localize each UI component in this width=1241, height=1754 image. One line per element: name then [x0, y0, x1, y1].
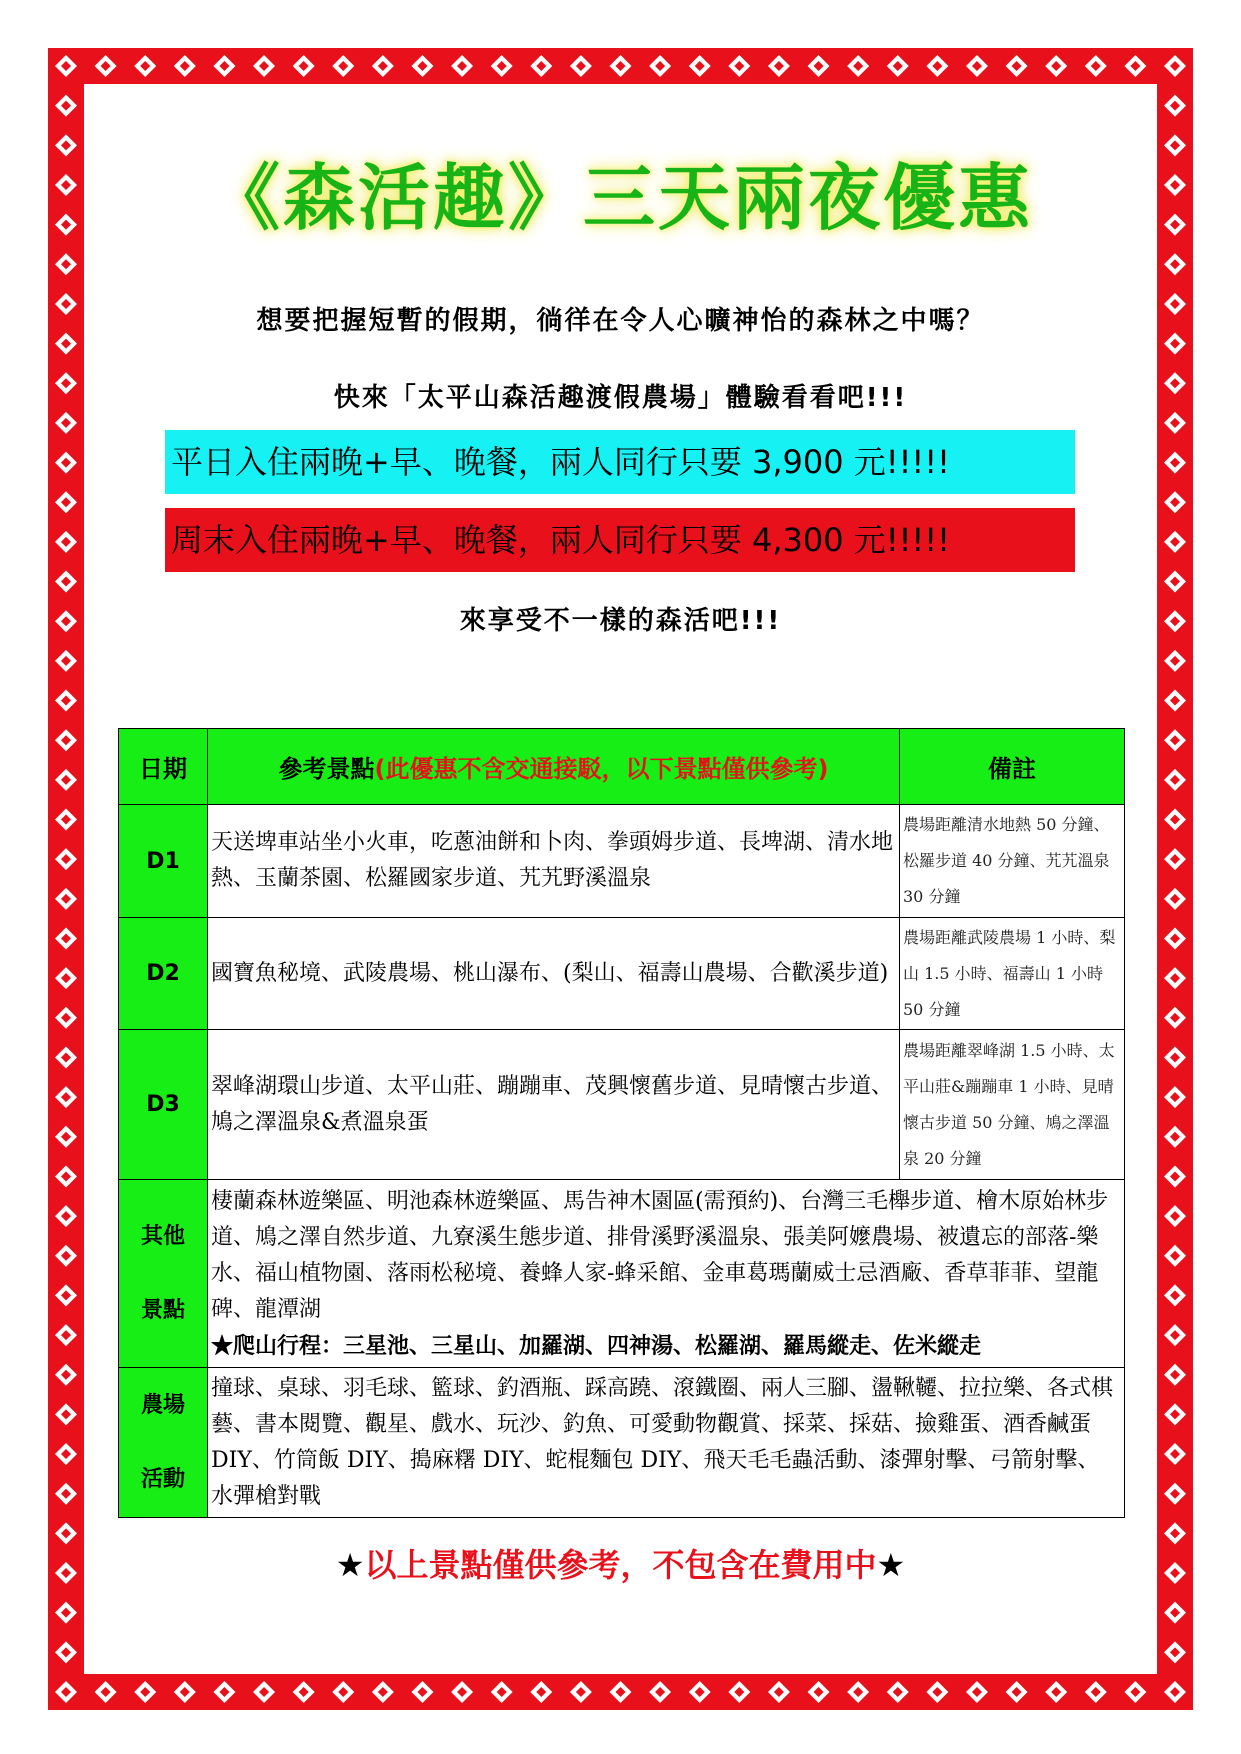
diamond-icon — [55, 1046, 77, 1068]
diamond-icon — [55, 809, 77, 831]
diamond-icon — [1045, 1681, 1067, 1703]
header-date: 日期 — [119, 729, 208, 805]
other-label-1: 其他 — [140, 1223, 185, 1249]
diamond-icon — [1164, 809, 1186, 831]
diamond-icon — [1164, 452, 1186, 474]
diamond-icon — [570, 1681, 592, 1703]
diamond-icon — [808, 1681, 830, 1703]
diamond-icon — [1164, 253, 1186, 275]
diamond-icon — [451, 55, 473, 77]
diamond-icon — [847, 55, 869, 77]
diamond-icon — [55, 848, 77, 870]
table-row — [119, 1368, 1125, 1518]
table-row — [119, 918, 1125, 1030]
diamond-icon — [55, 571, 77, 593]
diamond-icon — [55, 1126, 77, 1148]
diamond-icon — [55, 1165, 77, 1187]
diamond-icon — [1164, 1443, 1186, 1465]
other-spots-cell — [208, 1180, 1125, 1368]
diamond-icon — [610, 1681, 632, 1703]
diamond-icon — [689, 1681, 711, 1703]
footer-text: 以上景點僅供參考，不包含在費用中 — [364, 1546, 877, 1584]
diamond-icon — [55, 729, 77, 751]
diamond-icon — [1124, 55, 1146, 77]
diamond-icon — [1164, 1126, 1186, 1148]
diamond-icon — [451, 1681, 473, 1703]
diamond-icon — [1164, 1086, 1186, 1108]
diamond-icon — [1164, 1165, 1186, 1187]
diamond-icon — [1164, 650, 1186, 672]
diamond-icon — [55, 650, 77, 672]
diamond-icon — [55, 1086, 77, 1108]
diamond-icon — [1045, 55, 1067, 77]
diamond-icon — [253, 1681, 275, 1703]
hiking-text: ★爬山行程：三星池、三星山、加羅湖、四神湯、松羅湖、羅馬縱走、佐米縱走 — [211, 1332, 982, 1359]
diamond-icon — [926, 55, 948, 77]
diamond-icon — [55, 1284, 77, 1306]
diamond-icon — [1164, 690, 1186, 712]
diamond-icon — [1164, 1403, 1186, 1425]
diamond-icon — [1006, 55, 1028, 77]
day-label: D3 — [119, 1030, 208, 1180]
intro-line-2: 快來「太平山森活趣渡假農場」體驗看看吧!!! — [333, 383, 908, 413]
itinerary-table — [118, 728, 1125, 1518]
diamond-icon — [1164, 491, 1186, 513]
diamond-icon — [55, 690, 77, 712]
diamond-icon — [55, 1681, 77, 1703]
other-label-2: 景點 — [140, 1297, 185, 1323]
diamond-icon — [55, 1443, 77, 1465]
other-spots-text: 棲蘭森林遊樂區、明池森林遊樂區、馬告神木園區(需預約)、台灣三毛櫸步道、檜木原始林步道、鳩之澤自然步道、九寮溪生態步道、排骨溪野溪溫泉、張美阿嬤農場、被遺忘的部落-樂水、福山植物園、落雨松秘境、養蜂人家-蜂采館、金車葛瑪蘭威士忌酒廠、香草菲菲、望龍碑、龍潭湖 — [211, 1188, 1109, 1322]
diamond-icon — [332, 1681, 354, 1703]
diamond-icon — [1164, 967, 1186, 989]
diamond-icon — [1085, 55, 1107, 77]
header-spots-note: (此優惠不含交通接駁，以下景點僅供參考) — [374, 755, 829, 783]
diamond-icon — [55, 1364, 77, 1386]
diamond-icon — [1164, 1205, 1186, 1227]
page-title: 《森活趣》三天兩夜優惠 — [207, 156, 1033, 240]
diamond-icon — [55, 1324, 77, 1346]
diamond-icon — [411, 55, 433, 77]
diamond-icon — [1164, 927, 1186, 949]
diamond-icon — [1164, 1602, 1186, 1624]
other-spots-label — [119, 1180, 208, 1368]
diamond-icon — [55, 1403, 77, 1425]
star-icon: ★ — [876, 1546, 906, 1584]
diamond-icon — [926, 1681, 948, 1703]
diamond-icon — [1164, 571, 1186, 593]
diamond-icon — [55, 1205, 77, 1227]
diamond-icon — [1164, 729, 1186, 751]
diamond-icon — [1164, 412, 1186, 434]
diamond-icon — [1164, 1641, 1186, 1663]
diamond-icon — [55, 1602, 77, 1624]
diamond-icon — [411, 1681, 433, 1703]
diamond-icon — [55, 412, 77, 434]
diamond-icon — [649, 55, 671, 77]
diamond-icon — [1164, 1681, 1186, 1703]
diamond-icon — [213, 1681, 235, 1703]
diamond-icon — [1006, 1681, 1028, 1703]
diamond-icon — [768, 1681, 790, 1703]
diamond-icon — [55, 967, 77, 989]
diamond-icon — [610, 55, 632, 77]
intro-line-1: 想要把握短暫的假期，徜徉在令人心曠神怡的森林之中嗎？ — [256, 306, 985, 336]
header-remarks: 備註 — [900, 729, 1125, 805]
diamond-icon — [966, 55, 988, 77]
diamond-icon — [55, 95, 77, 117]
diamond-icon — [55, 491, 77, 513]
diamond-icon — [530, 1681, 552, 1703]
diamond-icon — [134, 1681, 156, 1703]
diamond-icon — [1164, 531, 1186, 553]
day-note: 農場距離清水地熱 50 分鐘、松羅步道 40 分鐘、艽艽溫泉 30 分鐘 — [900, 805, 1125, 918]
diamond-icon — [134, 55, 156, 77]
table-header-row — [119, 729, 1125, 805]
header-spots — [208, 729, 900, 805]
diamond-icon — [1164, 1324, 1186, 1346]
day-spots: 天送埤車站坐小火車，吃蔥油餅和卜肉、拳頭姆步道、長埤湖、清水地熱、玉蘭茶園、松羅國家步道、艽艽野溪溫泉 — [208, 805, 900, 918]
diamond-icon — [55, 1007, 77, 1029]
diamond-icon — [1164, 1284, 1186, 1306]
diamond-icon — [1164, 848, 1186, 870]
diamond-icon — [649, 1681, 671, 1703]
diamond-icon — [55, 531, 77, 553]
diamond-icon — [1164, 55, 1186, 77]
diamond-icon — [55, 927, 77, 949]
diamond-icon — [966, 1681, 988, 1703]
diamond-icon — [768, 55, 790, 77]
diamond-icon — [95, 55, 117, 77]
diamond-icon — [530, 55, 552, 77]
table-row — [119, 1180, 1125, 1368]
diamond-icon — [372, 1681, 394, 1703]
day-label: D1 — [119, 805, 208, 918]
diamond-icon — [253, 55, 275, 77]
intro-line-5: 來享受不一樣的森活吧!!! — [459, 606, 782, 636]
diamond-icon — [55, 1483, 77, 1505]
diamond-icon — [887, 1681, 909, 1703]
star-icon: ★ — [335, 1546, 365, 1584]
diamond-icon — [55, 452, 77, 474]
footer-note — [0, 1540, 1241, 1586]
diamond-icon — [55, 769, 77, 791]
diamond-icon — [1164, 1483, 1186, 1505]
table-row — [119, 805, 1125, 918]
diamond-icon — [55, 1245, 77, 1267]
day-note: 農場距離武陵農場 1 小時、梨山 1.5 小時、福壽山 1 小時 50 分鐘 — [900, 918, 1125, 1030]
diamond-icon — [55, 253, 77, 275]
diamond-icon — [55, 888, 77, 910]
day-note: 農場距離翠峰湖 1.5 小時、太平山莊&蹦蹦車 1 小時、見晴懷古步道 50 分鐘、鳩之澤溫泉 20 分鐘 — [900, 1030, 1125, 1180]
diamond-icon — [332, 55, 354, 77]
diamond-icon — [689, 55, 711, 77]
day-spots: 國寶魚秘境、武陵農場、桃山瀑布、(梨山、福壽山農場、合歡溪步道) — [208, 918, 900, 1030]
diamond-icon — [808, 55, 830, 77]
diamond-icon — [213, 55, 235, 77]
diamond-icon — [55, 1641, 77, 1663]
header-spots-label: 參考景點 — [278, 755, 375, 783]
farm-label-2: 活動 — [140, 1466, 185, 1492]
weekend-price-banner: 周末入住兩晚+早、晚餐，兩人同行只要 4,300 元!!!!! — [165, 508, 1075, 572]
diamond-icon — [728, 55, 750, 77]
diamond-icon — [728, 1681, 750, 1703]
diamond-icon — [1164, 1245, 1186, 1267]
day-label: D2 — [119, 918, 208, 1030]
diamond-icon — [570, 55, 592, 77]
diamond-icon — [174, 1681, 196, 1703]
farm-label-1: 農場 — [140, 1392, 185, 1418]
diamond-icon — [293, 55, 315, 77]
diamond-icon — [491, 55, 513, 77]
diamond-icon — [1124, 1681, 1146, 1703]
diamond-icon — [847, 1681, 869, 1703]
table-row — [119, 1030, 1125, 1180]
diamond-icon — [1164, 1364, 1186, 1386]
diamond-icon — [95, 1681, 117, 1703]
diamond-icon — [372, 55, 394, 77]
diamond-icon — [887, 55, 909, 77]
weekday-price-banner: 平日入住兩晚+早、晚餐，兩人同行只要 3,900 元!!!!! — [165, 430, 1075, 494]
diamond-icon — [1164, 1046, 1186, 1068]
day-spots: 翠峰湖環山步道、太平山莊、蹦蹦車、茂興懷舊步道、見晴懷古步道、鳩之澤溫泉&煮溫泉蛋 — [208, 1030, 900, 1180]
farm-activities-text: 撞球、桌球、羽毛球、籃球、釣酒瓶、踩高蹺、滾鐵圈、兩人三腳、盪鞦韆、拉拉樂、各式棋藝、書本閱覽、觀星、戲水、玩沙、釣魚、可愛動物觀賞、採菜、採菇、撿雞蛋、酒香鹹蛋 DIY、竹筒飯 DIY、搗麻糬 DIY、蛇棍麵包 DIY、飛天毛毛蟲活動、漆彈射擊、弓箭射擊、水彈槍對戰 — [208, 1368, 1125, 1518]
diamond-icon — [1164, 769, 1186, 791]
diamond-icon — [1085, 1681, 1107, 1703]
diamond-icon — [1164, 888, 1186, 910]
diamond-icon — [491, 1681, 513, 1703]
diamond-icon — [1164, 1007, 1186, 1029]
diamond-icon — [55, 55, 77, 77]
diamond-icon — [1164, 95, 1186, 117]
diamond-icon — [174, 55, 196, 77]
diamond-icon — [293, 1681, 315, 1703]
farm-activities-label — [119, 1368, 208, 1518]
